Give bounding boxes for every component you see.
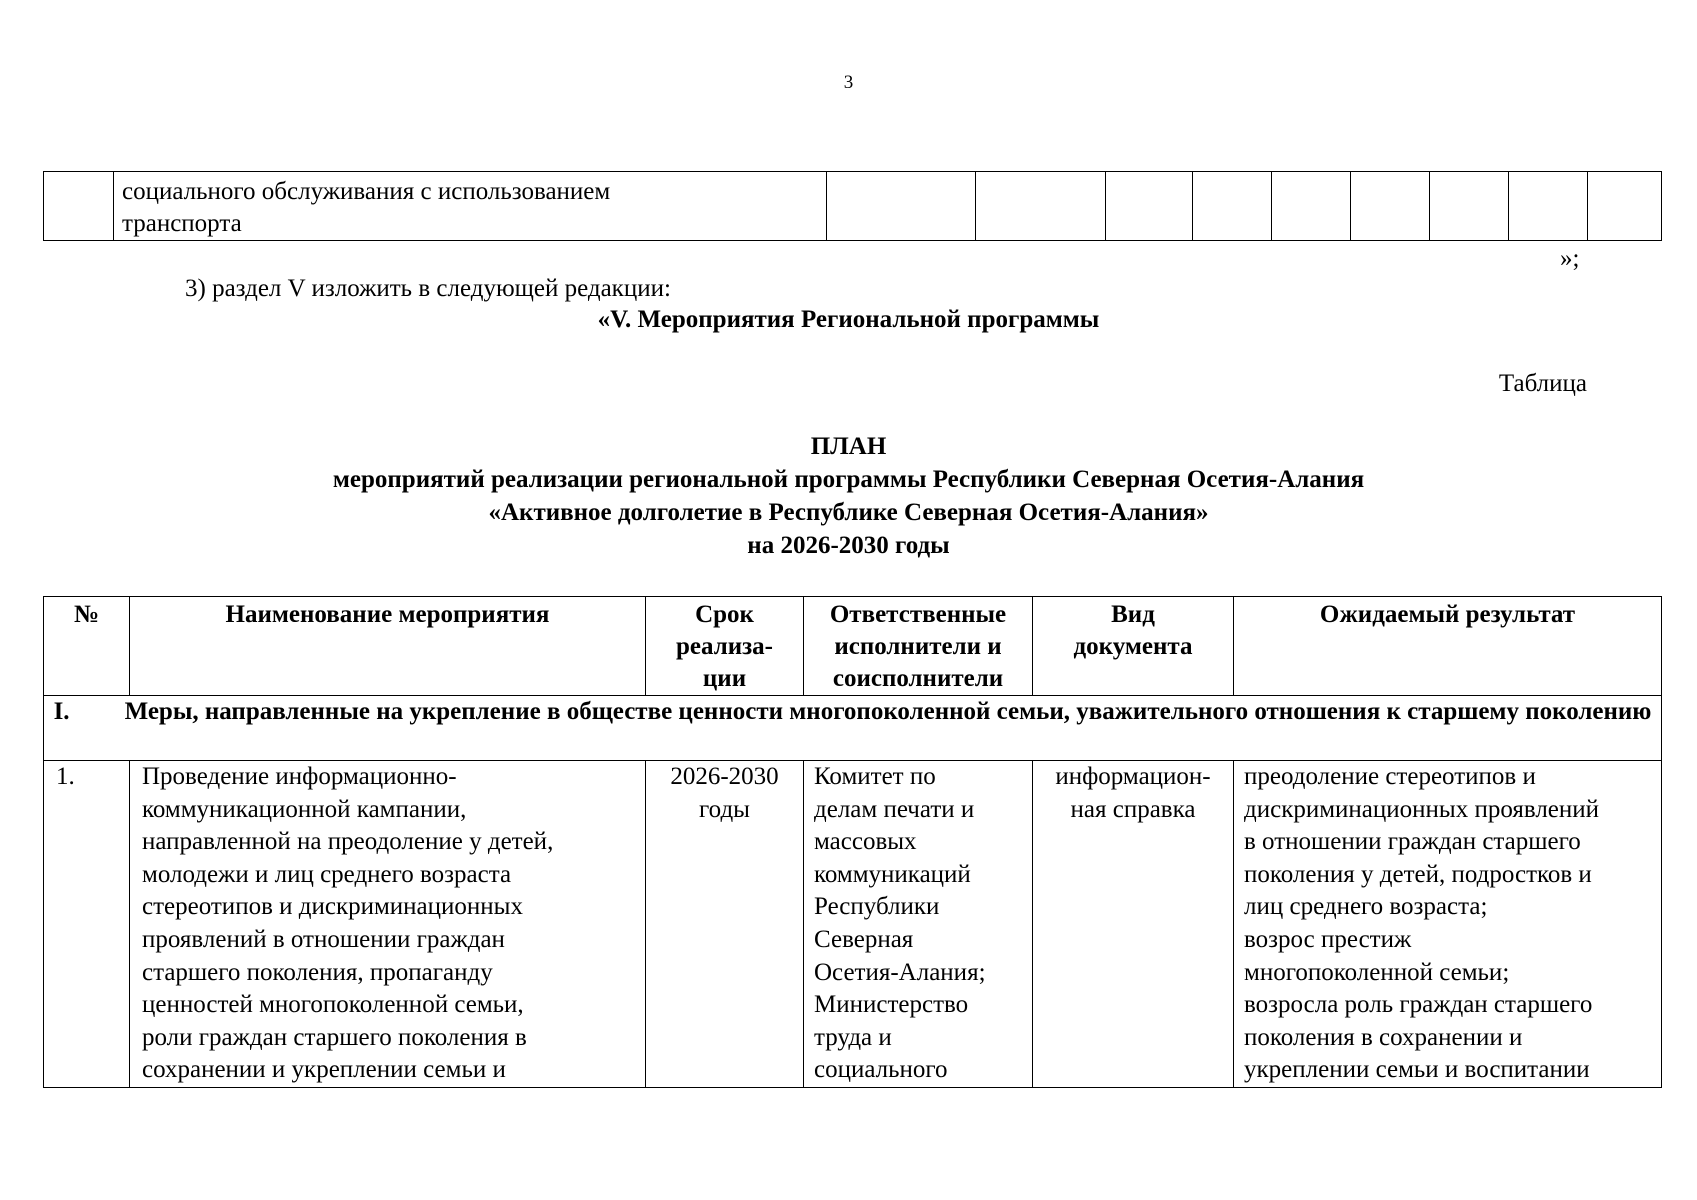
table-cell [1351, 172, 1430, 241]
plan-subtitle-line1: мероприятий реализации региональной программы Республики Северная Осетия-Алания [332, 466, 1365, 493]
header-row [44, 597, 1662, 696]
row-responsible: Комитет по делам печати и массовых коммуникаций Республики Северная Осетия-Алания; Министерство труда и социального [804, 761, 1033, 1088]
table-cell [44, 172, 114, 241]
table-row [44, 761, 1662, 1088]
closing-quote: »; [1560, 245, 1580, 272]
section-cell [44, 696, 1662, 761]
header-result: Ожидаемый результат [1234, 597, 1662, 696]
table-cell [1193, 172, 1272, 241]
header-doc-type: Вид документа [1033, 597, 1234, 696]
row-doc-type: информацион- ная справка [1033, 761, 1234, 1088]
header-name: Наименование мероприятия [130, 597, 646, 696]
page-number: 3 [843, 72, 854, 93]
row-text: социального обслуживания с использованием транспорта [122, 178, 611, 237]
row-term: 2026-2030 годы [646, 761, 804, 1088]
plan-subtitle-line3: на 2026-2030 годы [747, 532, 950, 559]
table-cell [1588, 172, 1662, 241]
plan-table [43, 596, 1662, 1088]
section-heading: Меры, направленные на укрепление в обществе ценности многопоколенной семьи, уважительного отношения к старшему поколению [124, 698, 1652, 725]
table-label: Таблица [1498, 370, 1587, 397]
table-row [44, 172, 1662, 241]
row-num: 1. [44, 761, 130, 1088]
plan-subtitle-line2: «Активное долголетие в Республике Северная Осетия-Алания» [488, 499, 1209, 526]
section-row [44, 696, 1662, 761]
plan-title: ПЛАН [810, 433, 887, 460]
table-cell [114, 172, 827, 241]
table-cell [1430, 172, 1509, 241]
continuation-table [43, 171, 1662, 241]
table-cell [827, 172, 976, 241]
header-term: Срок реализа- ции [646, 597, 804, 696]
section-number: I. [53, 698, 70, 725]
table-cell [976, 172, 1106, 241]
table-cell [1272, 172, 1351, 241]
header-num: № [44, 597, 130, 696]
table-cell [1106, 172, 1193, 241]
section-title: «V. Мероприятия Региональной программы [597, 306, 1100, 333]
row-result: преодоление стереотипов и дискриминационных проявлений в отношении граждан старшего поколения у детей, подростков и лиц среднего возраста; возрос престиж многопоколенной семьи; возросла роль граждан старшего поколения в сохранении и укреплении семьи и воспитании [1234, 761, 1662, 1088]
table-cell [1509, 172, 1588, 241]
row-name: Проведение информационно- коммуникационной кампании, направленной на преодоление у детей, молодежи и лиц среднего возраста стереотипов и дискриминационных проявлений в отношении граждан старшего поколения, пропаганду ценностей многопоколенной семьи, роли граждан старшего поколения в сохранении и укреплении семьи и [130, 761, 646, 1088]
header-responsible: Ответственные исполнители и соисполнители [804, 597, 1033, 696]
section-instruction: 3) раздел V изложить в следующей редакции: [185, 275, 671, 302]
